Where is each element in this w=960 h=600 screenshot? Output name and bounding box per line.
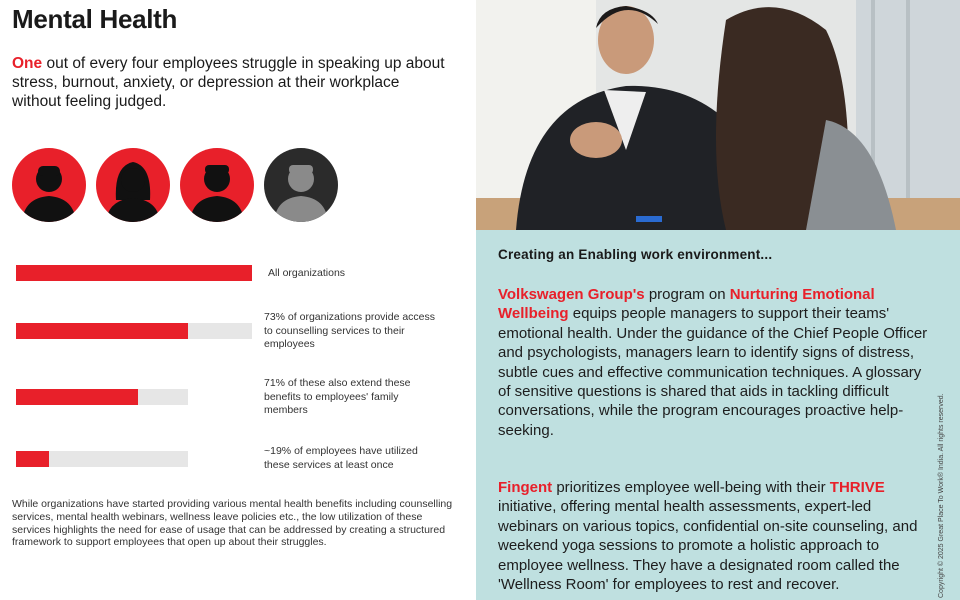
stat-label: ~19% of employees have utilized these services at least once [264, 445, 418, 471]
company-name: Volkswagen Group's [498, 286, 645, 303]
person-icon [180, 148, 254, 222]
panel-heading: Creating an Enabling work environment... [498, 247, 773, 262]
stat-bar-track [16, 323, 252, 339]
stat-label: 71% of these also extend these benefits to employees' family members [264, 377, 411, 416]
stat-bar-fill [16, 265, 252, 281]
paragraph-text: equips people managers to support their teams' emotional health. Under the guidance of the Chief People Officer and psychologists, managers learn to identify signs of distress, subtle cues and effective communication techniques. A glossary of sensitive questions is shared that aids in tackling difficult conversations, while the program encourages proactive help-seeking. [498, 305, 928, 439]
person-long-hair-icon [96, 148, 170, 222]
stat-bar-track [16, 389, 188, 405]
stat-bar-fill [16, 389, 138, 405]
intro-body: out of every four employees struggle in speaking up about stress, burnout, anxiety, or depression at their workplace without feeling judged. [12, 55, 445, 110]
left-column [0, 0, 470, 600]
enabling-environment-panel [476, 230, 960, 600]
stat-bar-track [16, 265, 252, 281]
copyright-notice [938, 340, 952, 600]
paragraph-text: prioritizes employee well-being with their [552, 479, 830, 496]
page-title: Mental Health [12, 4, 178, 34]
fingent-paragraph [498, 478, 928, 594]
meeting-photo [476, 0, 960, 230]
intro-text [12, 54, 452, 111]
program-name: THRIVE [829, 479, 885, 496]
person-icon [12, 148, 86, 222]
person-icon [264, 148, 338, 222]
paragraph-text: initiative, offering mental health assessments, expert-led webinars on various topics, confidential on-site counseling, and weekend yoga sessions to promote a holistic approach to employee wellness. They have a designated room called the 'Wellness Room' for employees to rest and recover. [498, 498, 918, 594]
intro-highlight: One [12, 55, 43, 72]
footnote-text: While organizations have started providing various mental health benefits including counselling services, mental health webinars, wellness leave policies etc., the low utilization of these services highlights the need for ease of usage that can be addressed by creating a structured framework to support employees that open up about their struggles. [12, 498, 453, 549]
stat-label: All organizations [268, 267, 346, 279]
company-name: Fingent [498, 479, 553, 496]
stat-bar-fill [16, 323, 188, 339]
right-column [476, 0, 960, 600]
paragraph-text: program on [644, 286, 730, 303]
stat-bar-track [16, 451, 188, 467]
copyright-text: Copyright © 2025 Great Place To Work® India. All rights reserved. [938, 393, 945, 598]
volkswagen-paragraph [498, 285, 928, 440]
program-name: Nurturing Emotional Wellbeing [498, 286, 875, 323]
stat-bar-fill [16, 451, 49, 467]
stat-label: 73% of organizations provide access to counselling services to their employees [264, 311, 436, 350]
